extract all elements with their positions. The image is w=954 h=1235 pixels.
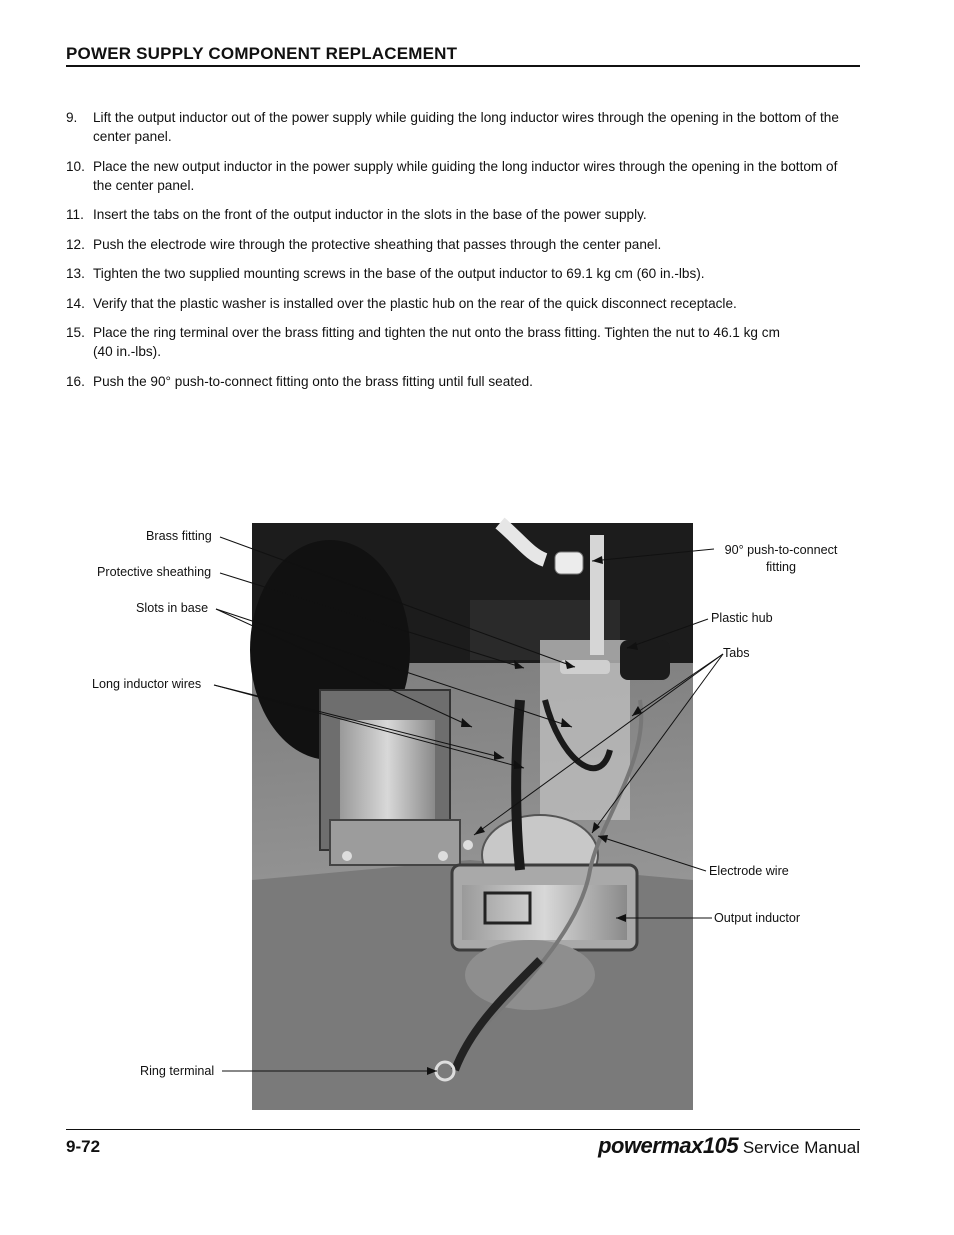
section-title: POWER SUPPLY COMPONENT REPLACEMENT — [66, 44, 458, 63]
label-plastic-hub: Plastic hub — [711, 611, 773, 625]
brand-logo: powermax105 — [598, 1133, 739, 1158]
label-brass-fitting: Brass fitting — [146, 529, 212, 543]
step-text: Push the electrode wire through the protective sheathing that passes through the center panel. — [93, 236, 662, 252]
step-text: Place the ring terminal over the brass fitting and tighten the nut onto the brass fitting. Tighten the nut to 46.1 kg cm (40 in.-lbs). — [93, 325, 780, 359]
label-output-inductor: Output inductor — [714, 911, 801, 925]
step-text: Verify that the plastic washer is installed over the plastic hub on the rear of the quick disconnect receptacle. — [93, 295, 737, 311]
label-tabs: Tabs — [723, 646, 750, 660]
label-push-to-connect-line1: 90° push-to-connect — [724, 543, 838, 557]
step-number: 9. — [66, 110, 78, 125]
manual-title — [598, 1133, 860, 1159]
label-push-to-connect — [718, 542, 844, 576]
label-slots-in-base: Slots in base — [136, 601, 209, 615]
label-long-inductor-wires: Long inductor wires — [92, 677, 202, 691]
page-number: 9-72 — [66, 1137, 101, 1156]
step-text: Place the new output inductor in the power supply while guiding the long inductor wires through the opening in the bottom of the center panel. — [93, 158, 838, 193]
photo — [250, 523, 693, 1110]
manual-label: Service Manual — [742, 1138, 860, 1157]
step-text: Lift the output inductor out of the power supply while guiding the long inductor wires through the opening in the bottom of the center panel. — [93, 110, 839, 144]
label-protective-sheathing: Protective sheathing — [97, 565, 212, 579]
step-text: Insert the tabs on the front of the output inductor in the slots in the base of the power supply. — [93, 207, 647, 222]
step-number: 10. — [66, 158, 85, 174]
step-number: 11. — [66, 207, 84, 222]
label-push-to-connect-line2: fitting — [765, 560, 797, 574]
label-electrode-wire: Electrode wire — [709, 864, 789, 878]
footer-rule — [66, 1129, 860, 1130]
step-number: 13. — [66, 266, 85, 281]
step-text: Tighten the two supplied mounting screws in the base of the output inductor to 69.1 kg cm (60 in.-lbs). — [93, 266, 705, 281]
step-number: 15. — [66, 325, 85, 340]
step-text: Push the 90° push-to-connect fitting onto the brass fitting until full seated. — [93, 373, 533, 389]
step-number: 16. — [66, 373, 85, 389]
step-number: 12. — [66, 236, 85, 252]
step-number: 14. — [66, 295, 85, 311]
label-ring-terminal: Ring terminal — [140, 1064, 215, 1078]
